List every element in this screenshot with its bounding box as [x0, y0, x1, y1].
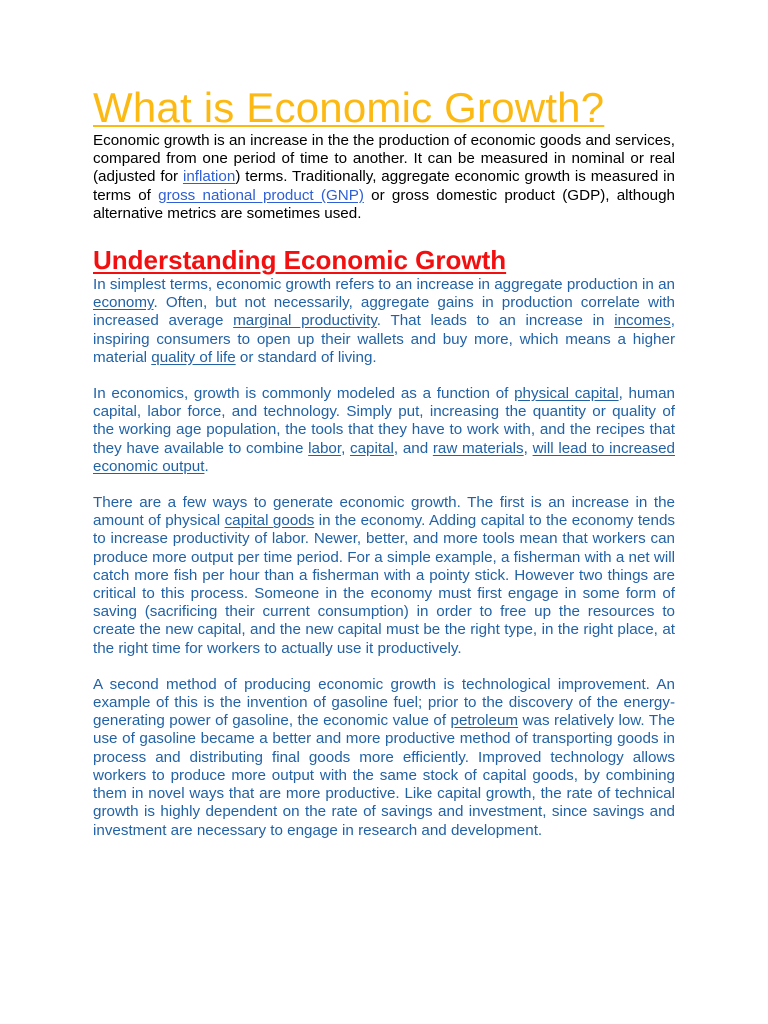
paragraph-text: , and — [393, 439, 433, 457]
marginal-productivity-link[interactable]: marginal productivity — [233, 312, 377, 330]
economic-output-link[interactable]: will lead to increased economic output — [93, 439, 675, 475]
paragraph-text: . Often, but not necessarily, aggregate gains in production correlate with increased average — [93, 294, 675, 330]
capital-link[interactable]: capital — [350, 439, 394, 457]
paragraph-text: , — [523, 439, 533, 457]
section-heading: Understanding Economic Growth — [93, 245, 507, 276]
intro-text: Economic growth is an increase in the the production of economic goods and services, compared from one period of time to another. It can be measured in nominal or real (adjusted for — [93, 132, 675, 186]
paragraph-text: There are a few ways to generate economic growth. The first is an increase in the amount of physical — [93, 494, 675, 530]
intro-paragraph — [93, 132, 675, 223]
page-title: What is Economic Growth? — [93, 84, 605, 131]
raw-materials-link[interactable]: raw materials — [432, 439, 524, 457]
labor-link[interactable]: labor — [308, 439, 342, 457]
paragraph-text: In economics, growth is commonly modeled as a function of — [93, 385, 515, 403]
quality-of-life-link[interactable]: quality of life — [151, 348, 236, 366]
petroleum-link[interactable]: petroleum — [450, 712, 519, 730]
paragraph-text: , — [341, 439, 350, 457]
paragraph-text: . — [204, 457, 209, 475]
paragraph-text: or standard of living. — [235, 348, 377, 366]
paragraph-text: In simplest terms, economic growth refers to an increase in aggregate production in an — [93, 276, 675, 294]
economy-link[interactable]: economy — [93, 294, 154, 312]
paragraph-text: , human capital, labor force, and technology. Simply put, increasing the quantity or quality of the working age population, the tools that they have to work with, and the recipes that they have available to combine — [93, 385, 675, 457]
physical-capital-link[interactable]: physical capital — [514, 385, 619, 403]
incomes-link[interactable]: incomes — [614, 312, 671, 330]
paragraph-4 — [93, 676, 675, 840]
inflation-link[interactable]: inflation — [182, 168, 236, 186]
intro-text: or gross domestic product (GDP), although alternative metrics are sometimes used. — [93, 186, 676, 222]
gnp-link[interactable]: gross national product (GNP) — [158, 186, 364, 204]
paragraph-2 — [93, 385, 675, 476]
capital-goods-link[interactable]: capital goods — [224, 512, 315, 530]
paragraph-text: was relatively low. The use of gasoline became a better and more productive method of transporting goods in process and distributing final goods more efficiently. Improved technology allows workers to produce more output with the same stock of capital goods, by combining them in novel ways that are more productive. Like capital growth, the rate of technical growth is highly dependent on the rate of savings and investment, since savings and investment are necessary to engage in research and development. — [93, 712, 675, 839]
paragraph-text: A second method of producing economic growth is technological improvement. An example of this is the invention of gasoline fuel; prior to the discovery of the energy-generating power of gasoline, the economic value of — [93, 675, 675, 730]
paragraph-text: , inspiring consumers to open up their wallets and buy more, which means a higher material — [93, 312, 675, 366]
paragraph-3 — [93, 494, 675, 658]
document-page — [93, 85, 675, 858]
intro-text: ) terms. Traditionally, aggregate economic growth is measured in terms of — [93, 168, 675, 204]
paragraph-1 — [93, 276, 675, 367]
paragraph-text: . That leads to an increase in — [376, 312, 615, 330]
paragraph-text: in the economy. Adding capital to the economy tends to increase productivity of labor. Newer, better, and more tools mean that workers can produce more output per time period. For a simple example, a fisherman with a net will catch more fish per hour than a fisherman with a pointy stick. However two things are critical to this process. Someone in the economy must first engage in some form of saving (sacrificing their current consumption) in order to free up the resources to create the new capital, and the new capital must be the right type, in the right place, at the right time for workers to actually use it productively. — [93, 512, 675, 657]
